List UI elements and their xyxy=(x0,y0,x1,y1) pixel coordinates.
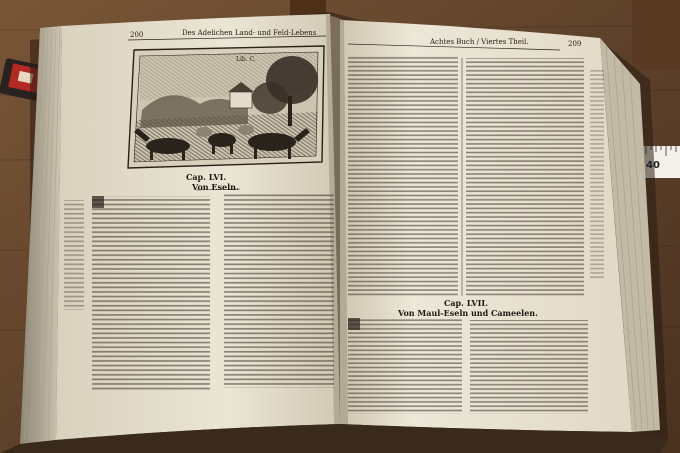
left-page-number: 200 xyxy=(130,31,144,39)
engraving-illustration xyxy=(128,46,324,168)
right-lower-text-2 xyxy=(470,320,588,414)
left-chapter-title: Von Eseln. xyxy=(192,182,239,192)
right-chapter-number: Cap. LVII. xyxy=(444,298,488,308)
right-lower-text-1 xyxy=(348,318,462,414)
left-chapter-number: Cap. LVI. xyxy=(186,172,227,182)
right-page-number: 209 xyxy=(568,40,582,48)
engraving-caption: Lib. C. xyxy=(236,56,256,63)
left-text-column-2 xyxy=(224,194,334,388)
left-running-head: Des Adelichen Land- und Feld-Lebens xyxy=(182,29,317,37)
right-text-column-2 xyxy=(466,58,584,296)
right-chapter-title: Von Maul-Eseln und Cameelen. xyxy=(398,308,538,318)
right-text-column-1 xyxy=(348,56,458,296)
ruler-number: 40 xyxy=(646,160,660,171)
left-text-column-1 xyxy=(92,196,210,392)
right-running-head: Achtes Buch / Viertes Theil. xyxy=(430,38,529,46)
